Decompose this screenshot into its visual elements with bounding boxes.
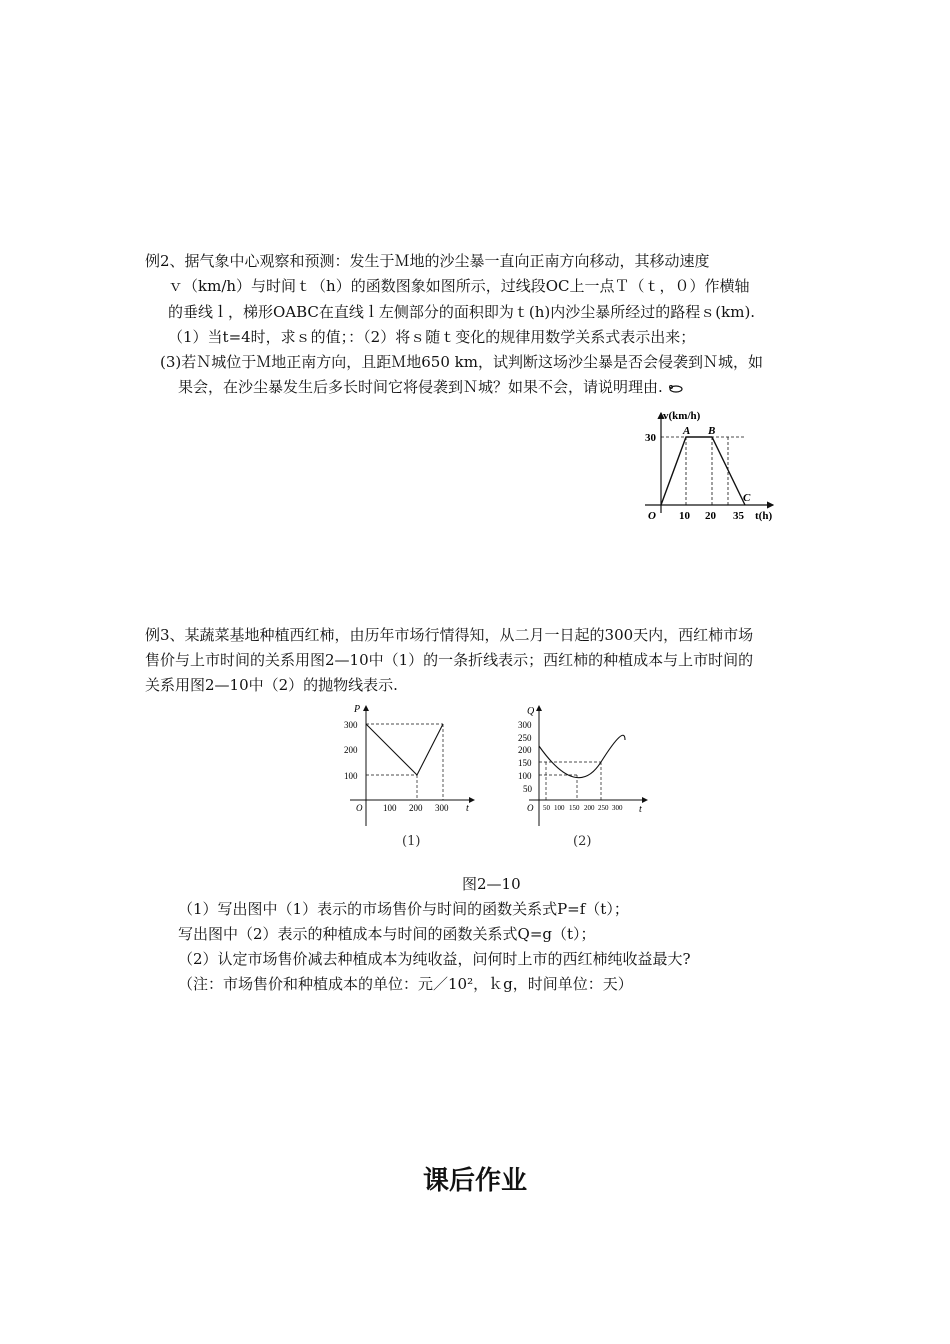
- homework-title: 课后作业: [422, 1166, 527, 1196]
- x-tick-20: 20: [705, 510, 716, 522]
- svg-text:O: O: [356, 803, 363, 813]
- y-tick-30: 30: [645, 432, 656, 444]
- svg-text:50: 50: [543, 804, 550, 812]
- svg-text:250: 250: [518, 733, 532, 743]
- svg-text:t: t: [639, 804, 642, 815]
- ex3-note: （注：市场售价和种植成本的单位：元／10²，ｋg，时间单位：天）: [178, 975, 633, 993]
- figure-caption: 图2—10: [462, 875, 521, 893]
- ex3-line-1: 例3、某蔬菜基地种植西红柿，由历年市场行情得知，从二月一日起的300天内，西红柿市场: [145, 626, 754, 644]
- svg-text:100: 100: [383, 803, 397, 813]
- ex2-line-5: (3)若Ｎ城位于Ｍ地正南方向，且距Ｍ地650 km，试判断这场沙尘暴是否会侵袭到Ｎ城，如: [160, 353, 763, 371]
- ex3-question-1: （1）写出图中（1）表示的市场售价与时间的函数关系式P=f（t）；: [178, 900, 629, 918]
- svg-text:100: 100: [518, 771, 532, 781]
- y-axis-label: v(km/h): [663, 410, 701, 422]
- point-b: B: [708, 425, 716, 437]
- fig1-caption: (1): [402, 834, 421, 849]
- ex2-line-3: 的垂线ｌ，梯形OABC在直线ｌ左侧部分的面积即为ｔ(h)内沙尘暴所经过的路程ｓ(km).: [168, 303, 756, 321]
- ex3-question-2: （2）认定市场售价减去种植成本为纯收益，问何时上市的西红柿纯收益最大?: [178, 950, 691, 968]
- svg-text:300: 300: [612, 804, 623, 812]
- svg-text:200: 200: [344, 745, 358, 755]
- ex2-velocity-chart: [635, 405, 785, 525]
- ex2-line-4: （1）当t=4时，求ｓ的值；：（2）将ｓ随ｔ变化的规律用数学关系式表示出来；: [168, 328, 696, 346]
- svg-text:150: 150: [569, 804, 580, 812]
- x-tick-10: 10: [679, 510, 690, 522]
- svg-text:300: 300: [518, 720, 532, 730]
- svg-text:50: 50: [523, 784, 532, 794]
- point-a: A: [683, 425, 691, 437]
- svg-text:200: 200: [518, 745, 532, 755]
- svg-text:200: 200: [584, 804, 595, 812]
- point-c: C: [743, 492, 751, 504]
- svg-text:Q: Q: [527, 706, 535, 717]
- ex2-line-1: 例2、据气象中心观察和预测：发生于Ｍ地的沙尘暴一直向正南方向移动，其移动速度: [145, 252, 710, 270]
- x-tick-35: 35: [733, 510, 744, 522]
- price-polyline: [366, 724, 443, 775]
- origin-label: O: [648, 510, 656, 522]
- svg-text:200: 200: [409, 803, 423, 813]
- svg-text:t: t: [466, 803, 469, 814]
- ex2-line-6: [178, 377, 684, 397]
- ex3-line-3: 关系用图2—10中（2）的抛物线表示.: [145, 676, 398, 694]
- ex3-question-1b: 写出图中（2）表示的种植成本与时间的函数关系式Q=g（t）；: [178, 925, 596, 943]
- mouse-icon: [668, 383, 684, 393]
- ex3-line-2: 售价与上市时间的关系用图2—10中（1）的一条折线表示；西红柿的种植成本与上市时间的: [145, 651, 754, 669]
- fig2-cost-chart: [515, 700, 655, 830]
- svg-text:O: O: [527, 803, 534, 813]
- ex2-line-2: ｖ（km/h）与时间ｔ（h）的函数图象如图所示，过线段OC上一点Ｔ（ｔ，０）作横轴: [168, 277, 750, 295]
- x-axis-label: t(h): [755, 510, 773, 522]
- svg-text:100: 100: [344, 771, 358, 781]
- svg-text:300: 300: [435, 803, 449, 813]
- ex2-line-6-text: 果会，在沙尘暴发生后多长时间它将侵袭到Ｎ城？如果不会，请说明理由.: [178, 378, 663, 396]
- trapezoid-path: [661, 437, 745, 505]
- fig1-price-chart: [340, 700, 480, 830]
- svg-text:150: 150: [518, 758, 532, 768]
- svg-text:100: 100: [554, 804, 565, 812]
- cost-parabola: [539, 735, 625, 777]
- svg-text:300: 300: [344, 720, 358, 730]
- fig2-caption: (2): [573, 834, 592, 849]
- svg-text:250: 250: [598, 804, 609, 812]
- fig1-y-label: P: [354, 704, 361, 715]
